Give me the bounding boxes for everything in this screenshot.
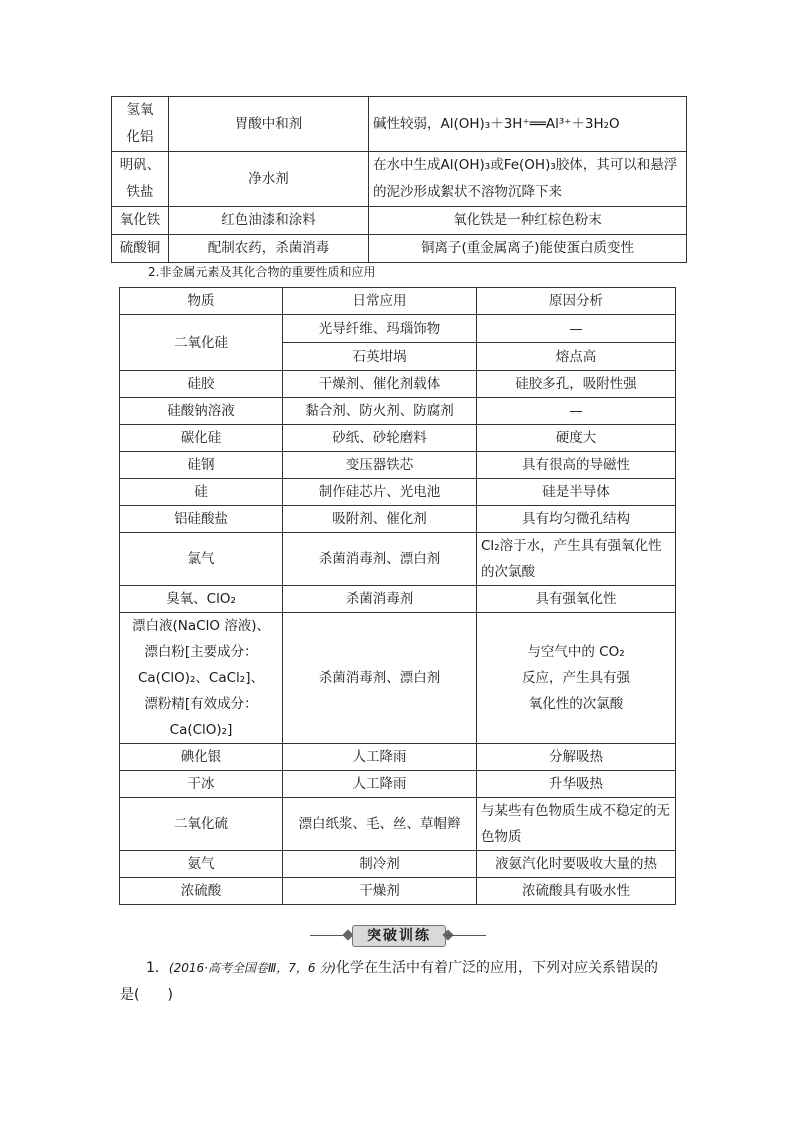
table-row (120, 613, 676, 744)
banner-label: 突破训练 (352, 925, 446, 947)
cell-use: 杀菌消毒剂 (283, 586, 477, 613)
table-metal-compounds (111, 96, 687, 263)
question-1-line2: 是( ) (120, 987, 173, 1003)
cell-use: 石英坩埚 (283, 343, 477, 371)
cell-reason: 碱性较弱，Al(OH)₃＋3H⁺══Al³⁺＋3H₂O (369, 97, 687, 152)
question-number: 1． (146, 960, 169, 976)
table-row (120, 371, 676, 398)
table-row (120, 425, 676, 452)
cell-use: 干燥剂 (283, 878, 477, 905)
cell-use: 杀菌消毒剂、漂白剂 (283, 613, 477, 744)
question-text: 化学在生活中有着广泛的应用，下列对应关系错误的 (336, 960, 658, 976)
table-row (120, 798, 676, 851)
table-nonmetal-compounds (119, 287, 676, 905)
section-title: 2.非金属元素及其化合物的重要性质和应用 (148, 265, 376, 279)
cell-reason: — (477, 315, 676, 343)
table-row (120, 398, 676, 425)
cell-use: 光导纤维、玛瑙饰物 (283, 315, 477, 343)
cell-use: 黏合剂、防火剂、防腐剂 (283, 398, 477, 425)
table-row (120, 506, 676, 533)
cell-use: 胃酸中和剂 (169, 97, 369, 152)
cell-substance: 硅 (120, 479, 283, 506)
cell-use: 漂白纸浆、毛、丝、草帽辫 (283, 798, 477, 851)
cell-substance: 硫酸铜 (112, 235, 169, 263)
table-row (120, 851, 676, 878)
cell-reason: 具有强氧化性 (477, 586, 676, 613)
cell-reason: 具有均匀微孔结构 (477, 506, 676, 533)
cell-reason: 铜离子(重金属离子)能使蛋白质变性 (369, 235, 687, 263)
cell-reason: 氧化铁是一种红棕色粉末 (369, 207, 687, 235)
cell-reason: — (477, 398, 676, 425)
table-row (112, 207, 687, 235)
table-row (120, 878, 676, 905)
table-header-row (120, 288, 676, 315)
cell-reason: Cl₂溶于水，产生具有强氧化性的次氯酸 (477, 533, 676, 586)
cell-reason: 具有很高的导磁性 (477, 452, 676, 479)
cell-substance: 硅酸钠溶液 (120, 398, 283, 425)
question-1 (146, 955, 686, 982)
table-row (120, 533, 676, 586)
cell-substance: 二氧化硅 (120, 315, 283, 371)
cell-reason: 升华吸热 (477, 771, 676, 798)
table-row (120, 744, 676, 771)
cell-substance: 氢氧 化铝 (112, 97, 169, 152)
cell-use: 人工降雨 (283, 771, 477, 798)
cell-use: 杀菌消毒剂、漂白剂 (283, 533, 477, 586)
cell-use: 干燥剂、催化剂载体 (283, 371, 477, 398)
cell-reason: 在水中生成Al(OH)₃或Fe(OH)₃胶体，其可以和悬浮的泥沙形成絮状不溶物沉降下来 (369, 152, 687, 207)
cell-substance: 铝硅酸盐 (120, 506, 283, 533)
cell-use: 人工降雨 (283, 744, 477, 771)
cell-substance: 明矾、 铁盐 (112, 152, 169, 207)
table-row (112, 235, 687, 263)
cell-substance: 氧化铁 (112, 207, 169, 235)
cell-reason: 硅是半导体 (477, 479, 676, 506)
cell-reason: 熔点高 (477, 343, 676, 371)
cell-substance: 碘化银 (120, 744, 283, 771)
cell-use: 变压器铁芯 (283, 452, 477, 479)
cell-use: 制冷剂 (283, 851, 477, 878)
question-source: (2016·高考全国卷Ⅲ，7，6 分) (168, 961, 336, 975)
section-banner (310, 924, 486, 948)
table-row (120, 479, 676, 506)
cell-substance: 二氧化硫 (120, 798, 283, 851)
cell-use: 净水剂 (169, 152, 369, 207)
cell-use: 吸附剂、催化剂 (283, 506, 477, 533)
table-row (112, 97, 687, 152)
cell-substance: 硅胶 (120, 371, 283, 398)
cell-substance: 氨气 (120, 851, 283, 878)
cell-reason: 液氨汽化时要吸收大量的热 (477, 851, 676, 878)
table-row (112, 152, 687, 207)
cell-reason: 与空气中的 CO₂ 反应，产生具有强 氧化性的次氯酸 (477, 613, 676, 744)
cell-reason: 硅胶多孔，吸附性强 (477, 371, 676, 398)
banner-right-line (446, 935, 486, 936)
table-row (120, 586, 676, 613)
cell-substance: 漂白液(NaClO 溶液)、 漂白粉[主要成分： Ca(ClO)₂、CaCl₂]、 漂粉精[有效成分： Ca(ClO)₂] (120, 613, 283, 744)
cell-substance: 碳化硅 (120, 425, 283, 452)
table-row (120, 452, 676, 479)
cell-substance: 浓硫酸 (120, 878, 283, 905)
cell-use: 制作硅芯片、光电池 (283, 479, 477, 506)
header-substance: 物质 (120, 288, 283, 315)
cell-use: 配制农药，杀菌消毒 (169, 235, 369, 263)
cell-reason: 硬度大 (477, 425, 676, 452)
header-reason: 原因分析 (477, 288, 676, 315)
cell-substance: 臭氧、ClO₂ (120, 586, 283, 613)
cell-use: 红色油漆和涂料 (169, 207, 369, 235)
table-row (120, 315, 676, 343)
cell-reason: 浓硫酸具有吸水性 (477, 878, 676, 905)
header-use: 日常应用 (283, 288, 477, 315)
cell-use: 砂纸、砂轮磨料 (283, 425, 477, 452)
cell-reason: 分解吸热 (477, 744, 676, 771)
cell-reason: 与某些有色物质生成不稳定的无色物质 (477, 798, 676, 851)
cell-substance: 干冰 (120, 771, 283, 798)
cell-substance: 氯气 (120, 533, 283, 586)
table-row (120, 771, 676, 798)
cell-substance: 硅钢 (120, 452, 283, 479)
